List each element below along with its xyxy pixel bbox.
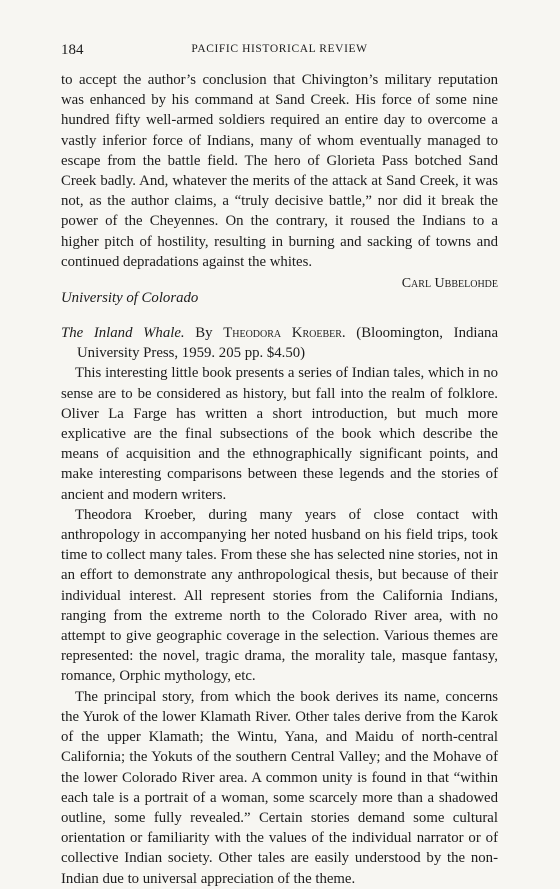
book-citation <box>61 323 498 363</box>
review-paragraph-2: Theodora Kroeber, during many years of close contact with anthropology in accompanying her noted husband on his field trips, took time to collect many tales. From these she has selected nine stories, not in an effort to demonstrate any anthropological thesis, but because of their individual interest. All represent stories from the California Indians, ranging from the extreme north to the Colorado River area, with no attempt to give geographic coverage in the selection. Various themes are represented: the novel, tragic drama, the morality tale, masque fantasy, romance, Orphic mythology, etc. <box>61 506 498 685</box>
page-body <box>61 70 498 889</box>
page-number: 184 <box>61 42 84 58</box>
page-header <box>61 42 498 62</box>
review-signature-block <box>61 274 498 310</box>
citation-by: By <box>195 325 213 342</box>
book-publication: (Bloomington, Indiana University Press, 1959. 205 pp. $4.50) <box>77 325 499 362</box>
book-author: Theodora Kroeber. <box>223 325 346 342</box>
book-title: The Inland Whale. <box>61 325 185 342</box>
review-paragraph-3: The principal story, from which the book derives its name, concerns the Yurok of the lower Klamath River. Other tales derive from the Karok of the upper Klamath; the Wintu, Yana, and Maidu of north-central California; the Yokuts of the southern Central Valley; and the Mohave of the lower Colorado River area. A common unity is found in that “within each tale is a portrait of a woman, some scarcely more than a shadowed outline, some fully revealed.” Certain stories demand some cultural orientation or familiarity with the values of the individual narrator or of collective Indian society. Other tales are easily understood by the non-Indian due to universal appreciation of the theme. <box>61 688 498 887</box>
running-title: PACIFIC HISTORICAL REVIEW <box>191 43 368 55</box>
reviewer-name: Carl Ubbelohde <box>401 276 498 292</box>
reviewer-affiliation: University of Colorado <box>61 290 199 307</box>
review-paragraph-1: This interesting little book presents a series of Indian tales, which in no sense are to be considered as history, but fall into the realm of folklore. Oliver La Farge has written a short introduction, but much more explicative are the final subsections of the book which describe the means of acquisition and the ethnographically significant points, and make interesting comparisons between these legends and the stories of ancient and modern writers. <box>61 365 498 503</box>
review-continuation-paragraph: to accept the author’s conclusion that Chivington’s military reputation was enhanced by his command at Sand Creek. His force of some nine hundred fifty well-armed soldiers required an entire day to overcome a vastly inferior force of Indians, many of whom eventually managed to escape from the battle field. The hero of Glorieta Pass botched Sand Creek badly. And, whatever the merits of the attack at Sand Creek, it was not, as the author claims, a “truly decisive battle,” nor did it break the power of the Cheyennes. On the contrary, it roused the Indians to a higher pitch of hostility, resulting in burning and sacking of towns and continued depradations against the whites. <box>61 72 498 270</box>
